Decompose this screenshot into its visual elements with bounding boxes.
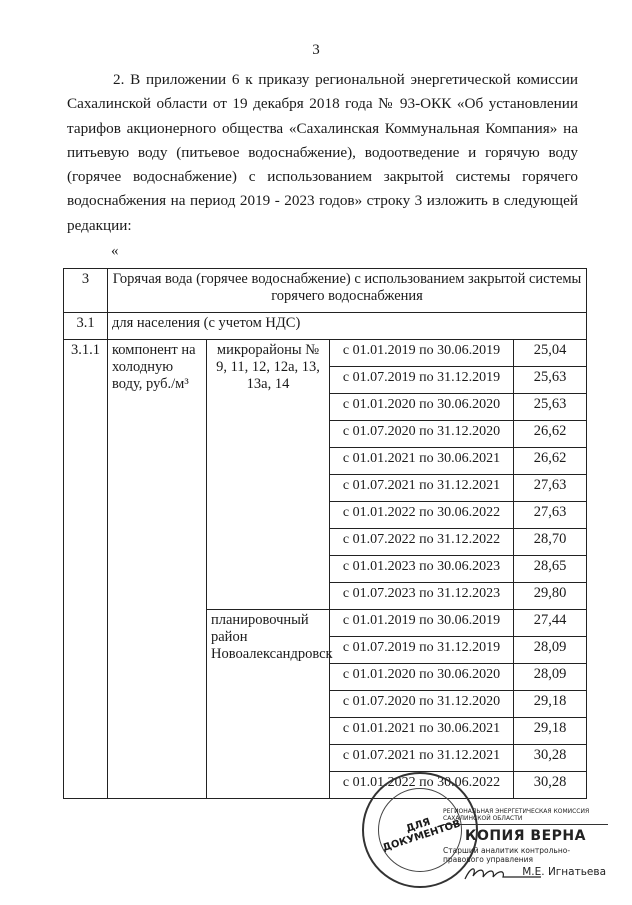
table-row	[64, 340, 587, 367]
tariff-value-cell: 26,62	[514, 421, 587, 448]
tariff-value-cell: 27,63	[514, 475, 587, 502]
area-cell: микрорайоны № 9, 11, 12, 12а, 13, 13а, 14	[207, 340, 330, 610]
period-cell: с 01.01.2019 по 30.06.2019	[330, 340, 514, 367]
row-title: Горячая вода (горячее водоснабжение) с использованием закрытой системы горячего водоснабжения	[108, 269, 587, 313]
period-cell: с 01.07.2020 по 31.12.2020	[330, 691, 514, 718]
period-cell: с 01.07.2022 по 31.12.2022	[330, 529, 514, 556]
tariff-value-cell: 26,62	[514, 448, 587, 475]
period-cell: с 01.07.2020 по 31.12.2020	[330, 421, 514, 448]
period-cell: с 01.07.2021 по 31.12.2021	[330, 745, 514, 772]
table-row-3-1	[64, 313, 587, 340]
area-cell: планировочный район Новоалександровск	[207, 610, 330, 799]
row-title: для населения (с учетом НДС)	[108, 313, 587, 340]
period-cell: с 01.01.2019 по 30.06.2019	[330, 610, 514, 637]
tariff-value-cell: 27,44	[514, 610, 587, 637]
tariff-value-cell: 30,28	[514, 745, 587, 772]
period-cell: с 01.01.2021 по 30.06.2021	[330, 718, 514, 745]
tariff-value-cell: 28,70	[514, 529, 587, 556]
row-number: 3	[64, 269, 108, 313]
tariff-value-cell: 30,28	[514, 772, 587, 799]
period-cell: с 01.01.2023 по 30.06.2023	[330, 556, 514, 583]
stamp-organization: РЕГИОНАЛЬНАЯ ЭНЕРГЕТИЧЕСКАЯ КОМИССИЯ САХАЛИНСКОЙ ОБЛАСТИ	[443, 808, 608, 825]
tariff-value-cell: 27,63	[514, 502, 587, 529]
tariff-value-cell: 25,63	[514, 394, 587, 421]
period-cell: с 01.07.2021 по 31.12.2021	[330, 475, 514, 502]
page-number: 3	[312, 42, 320, 58]
tariff-value-cell: 29,18	[514, 691, 587, 718]
row-number: 3.1.1	[64, 340, 108, 799]
tariff-table	[63, 268, 587, 799]
intro-paragraph: 2. В приложении 6 к приказу региональной энергетической комиссии Сахалинской области от 19 декабря 2018 года № 93-ОКК «Об установлении тарифов акционерного общества «Сахалинская Коммунальная Компания» на питьевую воду (питьевое водоснабжение), водоотведение и горячую воду (горячее водоснабжение) с использованием закрытой системы горячего водоснабжения на период 2019 - 2023 годов» строку 3 изложить в следующей редакции:	[67, 71, 578, 234]
opening-quote: «	[111, 243, 119, 259]
tariff-value-cell: 29,18	[514, 718, 587, 745]
seal-text: ДЛЯ ДОКУМЕНТОВ	[381, 816, 463, 855]
period-cell: с 01.01.2022 по 30.06.2022	[330, 502, 514, 529]
tariff-value-cell: 28,09	[514, 664, 587, 691]
tariff-value-cell: 28,65	[514, 556, 587, 583]
table-row-3	[64, 269, 587, 313]
period-cell: с 01.01.2022 по 30.06.2022	[330, 772, 514, 799]
period-cell: с 01.07.2019 по 31.12.2019	[330, 637, 514, 664]
tariff-value-cell: 29,80	[514, 583, 587, 610]
period-cell: с 01.01.2021 по 30.06.2021	[330, 448, 514, 475]
tariff-value-cell: 25,04	[514, 340, 587, 367]
row-number: 3.1	[64, 313, 108, 340]
stamp-title: КОПИЯ ВЕРНА	[465, 828, 586, 844]
tariff-value-cell: 28,09	[514, 637, 587, 664]
period-cell: с 01.01.2020 по 30.06.2020	[330, 394, 514, 421]
period-cell: с 01.01.2020 по 30.06.2020	[330, 664, 514, 691]
copy-certified-stamp	[443, 808, 608, 888]
period-cell: с 01.07.2023 по 31.12.2023	[330, 583, 514, 610]
component-cell: компонент на холодную воду, руб./м³	[108, 340, 207, 799]
stamp-position: Старший аналитик контрольно-правового управления	[443, 846, 571, 864]
period-cell: с 01.07.2019 по 31.12.2019	[330, 367, 514, 394]
tariff-value-cell: 25,63	[514, 367, 587, 394]
stamp-signer-name: М.Е. Игнатьева	[522, 866, 606, 878]
